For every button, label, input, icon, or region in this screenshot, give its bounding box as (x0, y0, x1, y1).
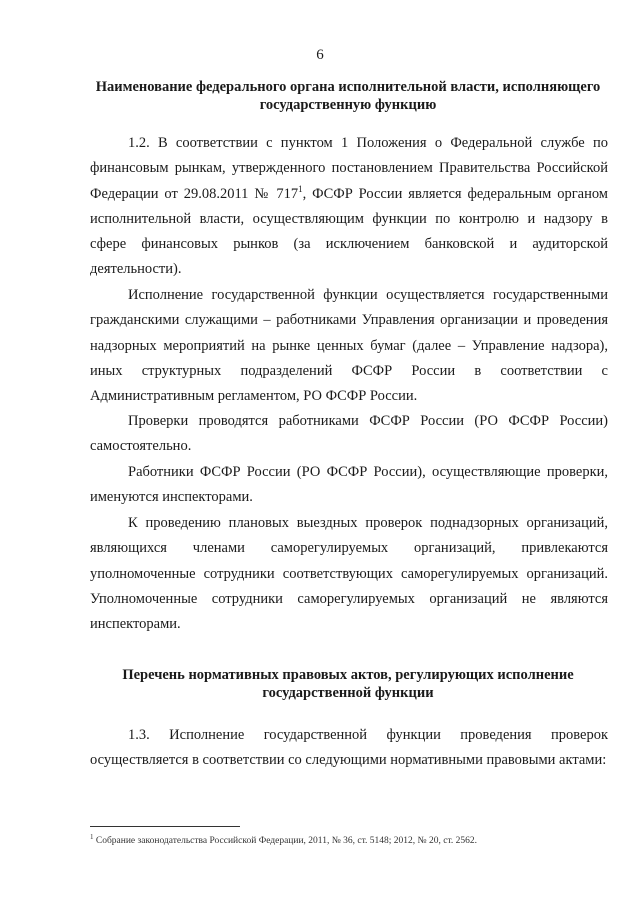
paragraph-inspections: Проверки проводятся работниками ФСФР России (РО ФСФР России) самостоятельно. (90, 413, 608, 455)
paragraph-text: 1.2. В соответствии с пунктом 1 Положения о Федеральной службе по финансовым рынкам, утвержденного постановлением Правительства Российской Федерации от 29.08.2011 № 717 (90, 135, 608, 202)
heading-line: государственной функции (262, 685, 434, 701)
paragraph-execution: Исполнение государственной функции осуществляется государственными гражданскими служащими – работниками Управления организации и проведения надзорных мероприятий на рынке ценных бумаг (далее – Управление надзора), иных структурных подразделений ФСФР России в соответствии с Административным регламентом, РО ФСФР России. (90, 287, 608, 405)
footnote-divider (90, 826, 240, 827)
paragraph-1-2 (90, 131, 608, 283)
paragraph-sro: К проведению плановых выездных проверок поднадзорных организаций, являющихся членами саморегулируемых организаций, привлекаются уполномоченные сотрудники соответствующих саморегулируемых организаций. Уполномоченные сотрудники саморегулируемых организаций не являются инспекторами. (90, 515, 608, 633)
heading-line: государственную функцию (259, 97, 437, 113)
footnote-reference: 1 (298, 183, 303, 194)
paragraph-1-3: 1.3. Исполнение государственной функции проведения проверок осуществляется в соответствии со следующими нормативными правовыми актами: (90, 727, 608, 769)
section-heading-legal-acts (88, 666, 608, 702)
footnote (90, 832, 608, 847)
paragraph-inspectors: Работники ФСФР России (РО ФСФР России), осуществляющие проверки, именуются инспекторами. (90, 464, 608, 506)
section-heading-agency (88, 78, 608, 114)
footnote-text: Собрание законодательства Российской Федерации, 2011, № 36, ст. 5148; 2012, № 20, ст. 2562. (95, 836, 478, 846)
page-number: 6 (316, 47, 324, 63)
footnote-marker: 1 (90, 832, 94, 841)
heading-line: Наименование федерального органа исполнительной власти, исполняющего (95, 79, 601, 95)
heading-line: Перечень нормативных правовых актов, регулирующих исполнение (122, 667, 574, 683)
paragraph-text: , ФСФР России является федеральным органом исполнительной власти, осуществляющим функции по контролю и надзору в сфере финансовых рынков (за исключением банковской и аудиторской деятельности). (90, 185, 608, 278)
